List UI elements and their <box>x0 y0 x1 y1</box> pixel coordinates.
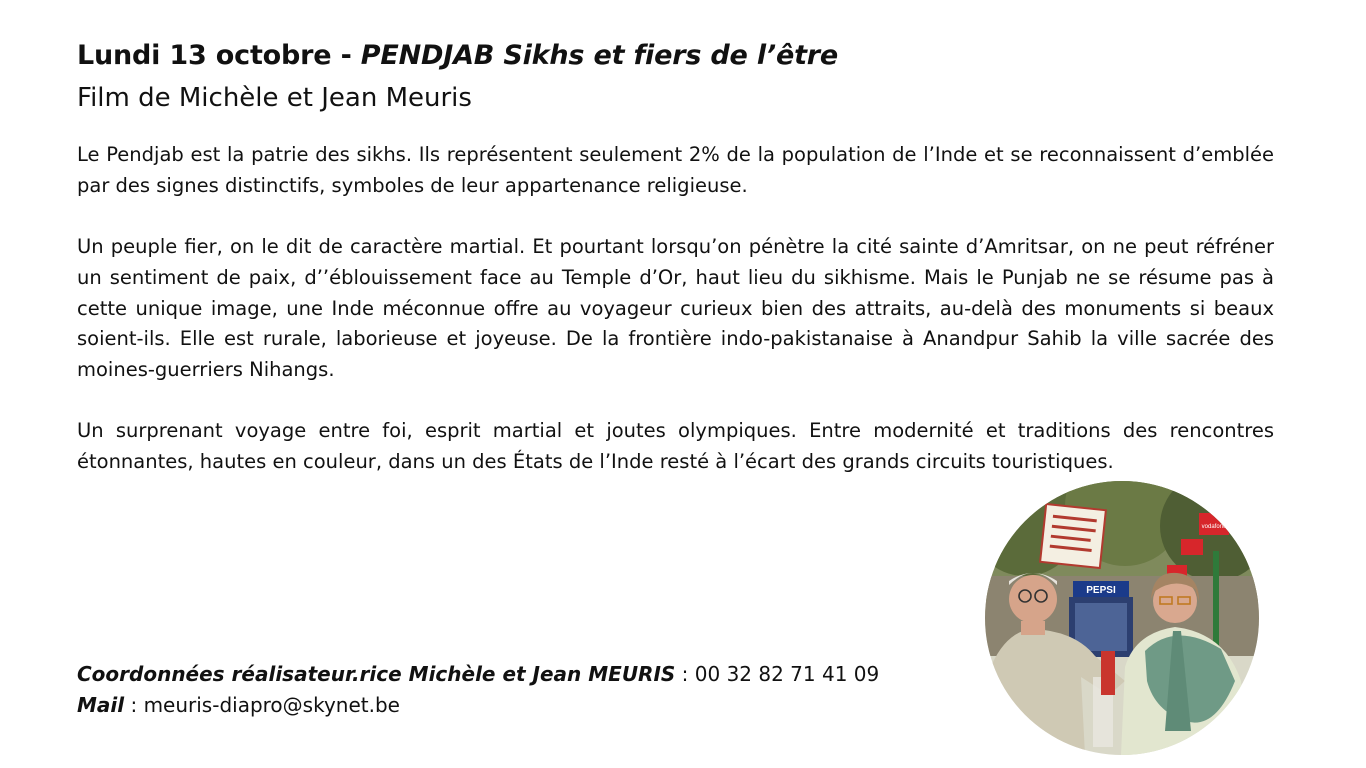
description-paragraph: Un surprenant voyage entre foi, esprit martial et joutes olympiques. Entre modernité et traditions des rencontres étonnantes, hautes en couleur, dans un des États de l’Inde resté à l’écart des grands circuits touristiques. <box>77 419 1274 473</box>
director-contact-line <box>77 659 879 690</box>
director-label: Coordonnées réalisateur.rice Michèle et Jean MEURIS <box>77 662 676 686</box>
event-date: Lundi 13 octobre - <box>77 40 361 71</box>
mail-address[interactable]: meuris-diapro@skynet.be <box>143 692 400 717</box>
mail-label: Mail <box>77 692 125 717</box>
mail-contact-line <box>77 690 879 721</box>
director-separator: : <box>675 662 695 686</box>
description-paragraph: Le Pendjab est la patrie des sikhs. Ils représentent seulement 2% de la population de l’Inde et se reconnaissent d’emblée par des signes distinctifs, symboles de leur appartenance religieuse. <box>77 143 1274 197</box>
film-title: PENDJAB Sikhs et fiers de l’être <box>360 40 839 71</box>
film-credits: Film de Michèle et Jean Meuris <box>77 83 472 113</box>
directors-photo <box>985 481 1259 755</box>
shop-sign-text: vodafone <box>1201 524 1227 530</box>
director-phone: 00 32 82 71 41 09 <box>694 662 880 686</box>
directors-photo-illustration <box>985 481 1259 755</box>
mail-separator: : <box>124 692 144 717</box>
pepsi-sign-text: PEPSI <box>1086 585 1116 596</box>
contact-block <box>77 659 879 720</box>
description-paragraph: Un peuple fier, on le dit de caractère martial. Et pourtant lorsqu’on pénètre la cité sainte d’Amritsar, on ne peut réfréner un sentiment de paix, d’’éblouissement face au Temple d’Or, haut lieu du sikhisme. Mais le Punjab ne se résume pas à cette unique image, une Inde méconnue offre au voyageur curieux bien des attraits, au-delà des monuments si beaux soient-ils. Elle est rurale, laborieuse et joyeuse. De la frontière indo-pakistanaise à Anandpur Sahib la ville sacrée des moines-guerriers Nihangs. <box>77 235 1274 381</box>
event-title <box>77 40 838 71</box>
film-description <box>77 140 1274 508</box>
